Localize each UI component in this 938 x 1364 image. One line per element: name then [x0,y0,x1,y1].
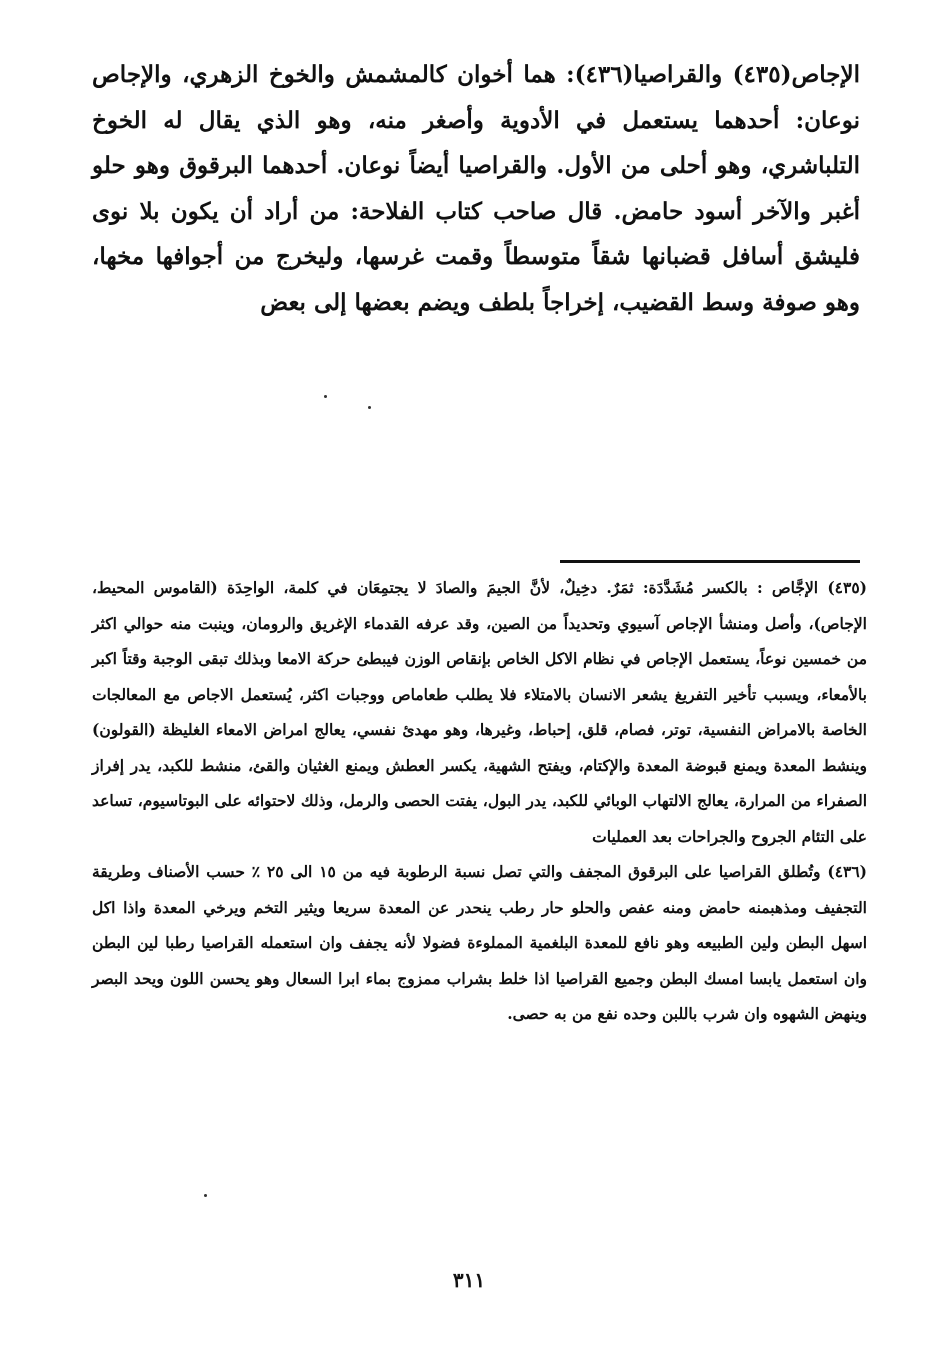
footnote-separator [560,560,860,563]
stray-mark [204,1194,207,1197]
footnote-435: (٤٣٥) الإجَّاص : بالكسر مُشَدَّدَة: ثمَرٌ. دخِيلٌ، لأنَّ الجيمَ والصادَ لا يجتمِعَان في كلمة، الواحِدَة (القاموس المحيط، الإجاص)، وأصل ومنشأ الإجاص آسيوي وتحديداً من الصين، وقد عرفه القدماء الإغريق والرومان، وينبت منه حوالي اكثر من خمسين نوعاً، يستعمل الإجاص في نظام الاكل الخاص بإنقاص الوزن فيبطئ حركة الامعا وبذلك تبقى الوجبة وقتاً اكبر بالأمعاء، ويسبب تأخير التفريغ يشعر الانسان بالامتلاء فلا يطلب طعاماص ووجبات اكثر، يُستعمل الاجاص مع المعالجات الخاصة بالامراض النفسية، توتر، فصام، قلق، إحباط، وغيرها، وهو مهدئ نفسي، يعالج امراض الامعاء الغليظة (القولون) وينشط المعدة ويمنع قبوضة المعدة والإكتام، ويفتح الشهية، يكسر العطش ويمنع الغثيان والقئ، منشط للكبد، يدر إفراز الصفراء من المرارة، يعالج الالتهاب الوبائي للكبد، يدر البول، يفتت الحصى والرمل، وذلك لاحتوائه على البوتاسيوم، تساعد على التئام الجروح والجراحات بعد العمليات [92,578,867,846]
page-number: ٣١١ [452,1268,486,1292]
stray-mark [368,406,371,409]
footnote-436: (٤٣٦) وتُطلق القراصيا على البرقوق المجفف والتي تصل نسبة الرطوبة فيه من ١٥ الى ٢٥ ٪ حسب الأصناف وطريقة التجفيف ومذهبمنه حامض ومنه عفص والحلو حار رطب ينحدر عن المعدة سريعا ويثير التخم ويرخي المعدة واذا اكل اسهل البطن ولين الطبيعه وهو نافع للمعدة البلغمية المملوءة فضولا لأنه يجفف وان استعمله القراصيا رطبا لين البطن وان استعمل يابسا امسك البطن وجميع القراصيا اذا خلط بشراب ممزوج بماء ابرا السعال وهو يحسن اللون ويحد البصر وينهض الشهوه وان شرب باللبن وحده نفع من به حصى. [92,862,868,1023]
stray-mark [324,395,327,398]
main-paragraph: الإجاص(٤٣٥) والقراصيا(٤٣٦): هما أخوان كالمشمش والخوخ الزهري، والإجاص نوعان: أحدهما يستعمل في الأدوية وأصغر منه، وهو الذي يقال له الخوخ التلباشري، وهو أحلى من الأول. والقراصيا أيضاً نوعان. أحدهما البرقوق وهو حلو أغبر والآخر أسود حامض. قال صاحب كتاب الفلاحة: من أراد أن يكون بلا نوى فليشق أسافل قضبانها شقاً متوسطاً وقمت غرسها، وليخرج من أجوافها مخها، وهو صوفة وسط القضيب، إخراجاً بلطف ويضم بعضها إلى بعض [92,61,860,316]
footnotes-section [92,570,867,1032]
main-text-block [92,52,860,326]
